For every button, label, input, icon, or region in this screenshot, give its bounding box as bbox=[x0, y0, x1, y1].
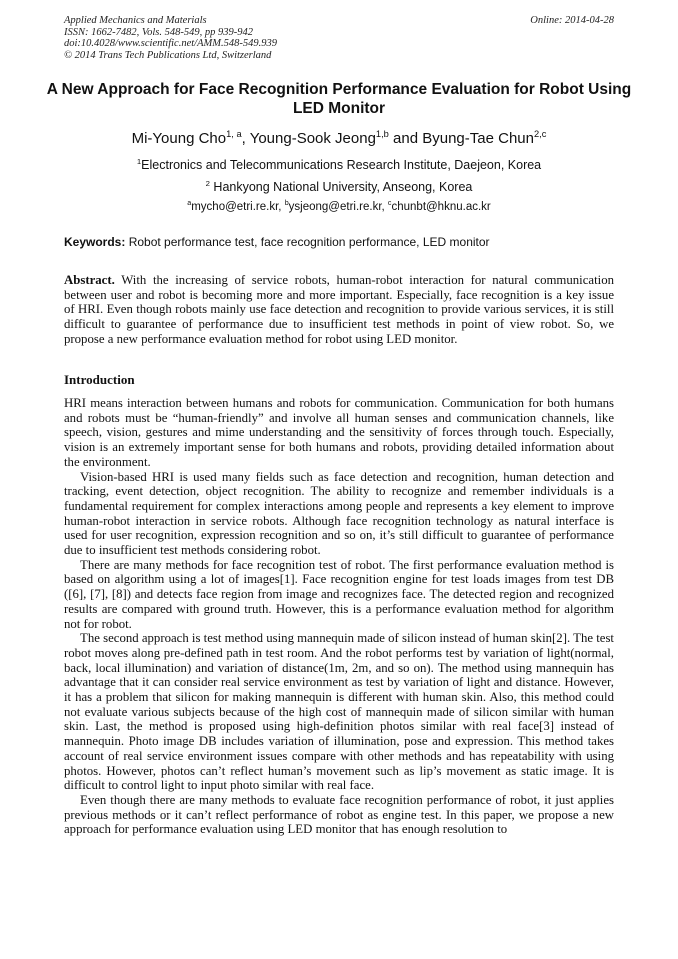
journal-name: Applied Mechanics and Materials bbox=[64, 15, 207, 26]
keywords-label: Keywords: bbox=[64, 235, 126, 249]
keywords-text: Robot performance test, face recognition performance, LED monitor bbox=[125, 235, 490, 249]
author-name: Byung-Tae Chun bbox=[422, 130, 534, 147]
affiliation-superscript: 1 bbox=[136, 156, 142, 166]
issn-line: ISSN: 1662-7482, Vols. 548-549, pp 939-942 bbox=[64, 26, 253, 38]
abstract bbox=[64, 273, 614, 347]
affiliation-1 bbox=[0, 158, 678, 172]
author-separator: , bbox=[241, 130, 250, 147]
email-address: chunbt@hknu.ac.kr bbox=[391, 201, 491, 213]
author-name: Young-Sook Jeong bbox=[249, 130, 376, 147]
abstract-text: With the increasing of service robots, human-robot interaction for natural communication between user and robot is becoming more and more important. Especially, face recognition is a key issue of HRI. Even though robots mainly use face detection and recognition to provide various services, it is still difficult to guarantee of performance due to insufficient test methods in point of view robot. So, we propose a new performance evaluation method for robot using LED monitor. bbox=[64, 273, 614, 346]
section-heading-introduction: Introduction bbox=[64, 372, 135, 387]
paper-title: A New Approach for Face Recognition Performance Evaluation for Robot Using LED Monitor bbox=[46, 81, 632, 117]
email-superscript: c bbox=[387, 199, 392, 208]
affiliation-text: Electronics and Telecommunications Research Institute, Daejeon, Korea bbox=[141, 158, 542, 172]
author-superscript: 1, a bbox=[226, 129, 242, 139]
email-address: ysjeong@etri.re.kr, bbox=[288, 201, 388, 213]
author-superscript: 1,b bbox=[375, 129, 389, 139]
affiliation-superscript: 2 bbox=[205, 178, 210, 188]
email-superscript: a bbox=[187, 199, 192, 208]
author-separator: and bbox=[388, 130, 423, 147]
affiliation-text: Hankyong National University, Anseong, Korea bbox=[213, 180, 473, 194]
author-superscript: 2,c bbox=[533, 129, 547, 139]
affiliation-2 bbox=[0, 180, 678, 194]
keywords bbox=[64, 235, 616, 249]
paragraph: Even though there are many methods to evaluate face recognition performance of robot, it just applies previous methods or it can’t reflect performance of robot as engine test. In this paper, we propose a new approach for performance evaluation using LED monitor that has enough resolution to bbox=[64, 792, 614, 837]
email-list bbox=[0, 201, 678, 213]
doi-line: doi:10.4028/www.scientific.net/AMM.548-549.939 bbox=[64, 38, 277, 49]
online-date: Online: 2014-04-28 bbox=[530, 15, 614, 26]
email-address: mycho@etri.re.kr, bbox=[191, 201, 285, 213]
paragraph: Vision-based HRI is used many fields such as face detection and recognition, human detection and tracking, event detection, object recognition. The ability to recognize and remember individuals is a fundamental requirement for complex interactions among people and represents a key element to improve human-robot interaction in service robots. Although face recognition technology as natural interface is used for user recognition, expression recognition and so on, it’s still difficult to guarantee of performance due to insufficient test methods considering robot. bbox=[64, 469, 614, 558]
copyright-line: © 2014 Trans Tech Publications Ltd, Switzerland bbox=[64, 49, 272, 61]
paragraph: The second approach is test method using mannequin made of silicon instead of human skin[2]. The test robot moves along pre-defined path in test room. And the robot performs test by variation of light(normal, back, local illumination) and variation of distance(1m, 2m, and so on). The method using mannequin has advantage that it can consider real service environment as test by variation of light and distance. However, it has a problem that silicon for making mannequin is different with human skin. Also, this method could not evaluate various subjects because of the high cost of mannequin made of silicon similar with human skin. Last, the method is proposed using high-definition photos similar with real face[3] instead of mannequin. Photo image DB includes variation of illumination, pose and expression. This method takes account of real service environment issues compare with other methods and has repeatability with using photos. However, photos can’t reflect human’s movement such as lip’s movement as static image. It is difficult to control light to input photo similar with real face. bbox=[64, 631, 614, 793]
paragraph: HRI means interaction between humans and robots for communication. Communication for both humans and robots must be “human-friendly” and involve all human senses and communication channels, like speech, vision, gestures and mime understanding and the sensitivity of forces through touch. Especially, vision is an extremely important sense for both humans and robots, providing detailed information about the environment. bbox=[64, 396, 614, 469]
email-superscript: b bbox=[284, 199, 289, 208]
author-list bbox=[0, 130, 678, 147]
introduction-body bbox=[64, 396, 614, 837]
author-name: Mi-Young Cho bbox=[131, 130, 227, 147]
paragraph: There are many methods for face recognition test of robot. The first performance evaluation method is based on algorithm using a lot of images[1]. Face recognition engine for test loads images from test DB ([6], [7], [8]) and detects face region from image and recognizes face. The detected region and recognized results are compared with ground truth. However, this is a performance evaluation method for algorithm not for robot. bbox=[64, 557, 614, 631]
abstract-label: Abstract. bbox=[64, 273, 115, 287]
